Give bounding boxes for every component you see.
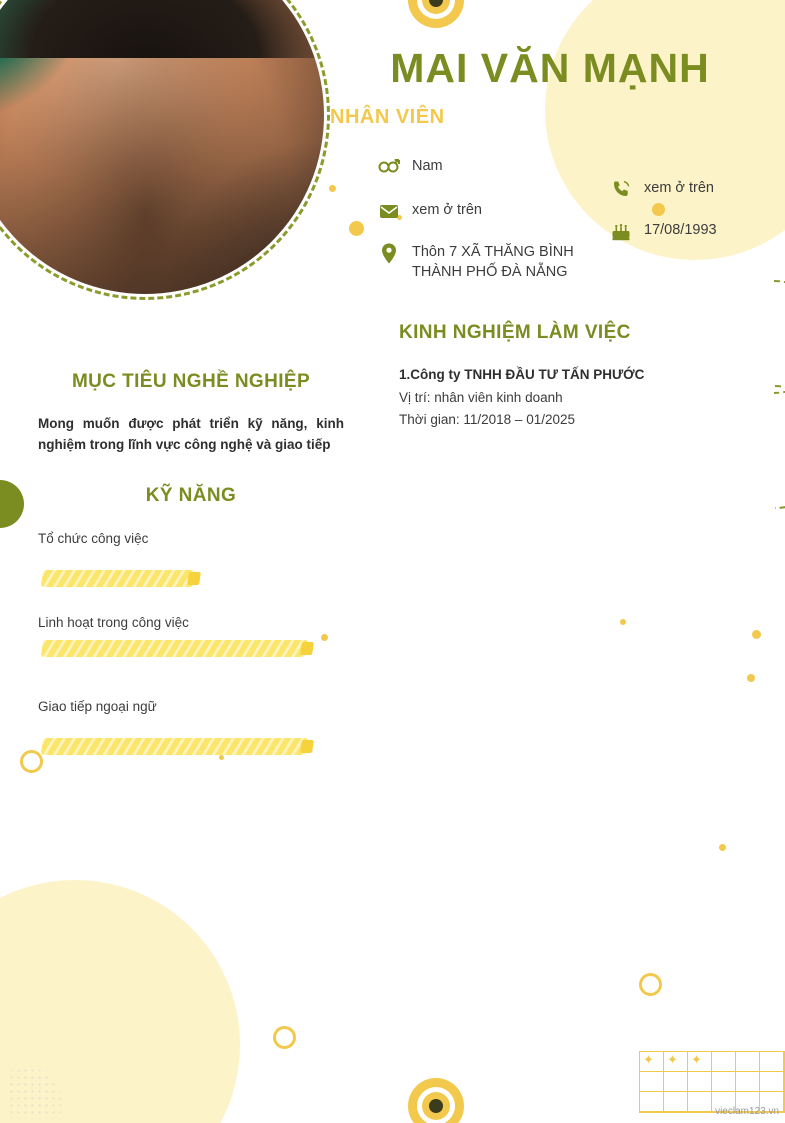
profile-photo [0, 0, 330, 300]
decor-dot-5 [620, 619, 626, 625]
sparkle-icon-1: ✦ [643, 1052, 654, 1067]
job-role: NHÂN VIÊN [330, 106, 445, 128]
experience-time: Thời gian: 11/2018 – 01/2025 [399, 412, 575, 427]
objective-text: Mong muốn được phát triển kỹ năng, kinh nghiệm trong lĩnh vực công nghệ và giao tiếp [38, 416, 344, 452]
contact-phone-value: xem ở trên [644, 180, 714, 196]
decor-dot-1 [329, 185, 336, 192]
decor-ring-1 [20, 750, 43, 773]
target-ornament-top [408, 0, 464, 28]
contact-address-value [412, 242, 574, 282]
mail-icon [376, 200, 402, 222]
sparkle-icon-2: ✦ [667, 1052, 678, 1067]
skills-heading: KỸ NĂNG [145, 485, 237, 506]
address-line-1: Thôn 7 XÃ THĂNG BÌNH [412, 244, 574, 260]
decor-grid [639, 1051, 785, 1113]
decor-dot-4 [652, 203, 665, 216]
experience-position: Vị trí: nhân viên kinh doanh [399, 390, 563, 405]
contact-birthday-value: 17/08/1993 [644, 222, 717, 238]
contact-item-address [376, 242, 574, 282]
decor-dot-7 [747, 674, 755, 682]
decor-ring-3 [639, 973, 662, 996]
contact-item-email [376, 200, 482, 222]
location-icon [376, 242, 402, 264]
phone-icon [608, 178, 634, 200]
decor-dot-texture [8, 1067, 68, 1119]
contact-email-value: xem ở trên [412, 202, 482, 218]
sparkle-icon-3: ✦ [691, 1052, 702, 1067]
watermark: vieclam123.vn [715, 1106, 779, 1117]
skill-bar-0 [41, 570, 195, 587]
contact-item-gender [376, 156, 443, 178]
decor-half-circle-left [0, 480, 24, 528]
contact-gender-value: Nam [412, 158, 443, 174]
address-line-2: THÀNH PHỐ ĐÀ NẴNG [412, 263, 568, 280]
skill-label-2: Giao tiếp ngoại ngữ [38, 699, 157, 714]
decor-ring-2 [273, 1026, 296, 1049]
skill-bar-1 [41, 640, 308, 657]
contact-item-phone [608, 178, 714, 200]
decor-dot-8 [719, 844, 726, 851]
skill-bar-2 [41, 738, 308, 755]
decor-dot-9 [321, 634, 328, 641]
skill-label-0: Tổ chức công việc [38, 531, 149, 546]
experience-company: 1.Công ty TNHH ĐẦU TƯ TẤN PHƯỚC [399, 367, 645, 382]
cake-icon [608, 220, 634, 242]
decor-dot-11 [219, 755, 224, 760]
skill-label-1: Linh hoạt trong công việc [38, 615, 189, 630]
experience-heading: KINH NGHIỆM LÀM VIỆC [399, 322, 631, 343]
page-title: MAI VĂN MẠNH [390, 45, 710, 91]
gender-icon [376, 156, 402, 178]
contact-item-birthday [608, 220, 717, 242]
objective-heading: MỤC TIÊU NGHỀ NGHIỆP [71, 371, 311, 392]
decor-dot-2 [349, 221, 364, 236]
target-ornament-bottom [408, 1078, 464, 1123]
decor-dot-6 [752, 630, 761, 639]
